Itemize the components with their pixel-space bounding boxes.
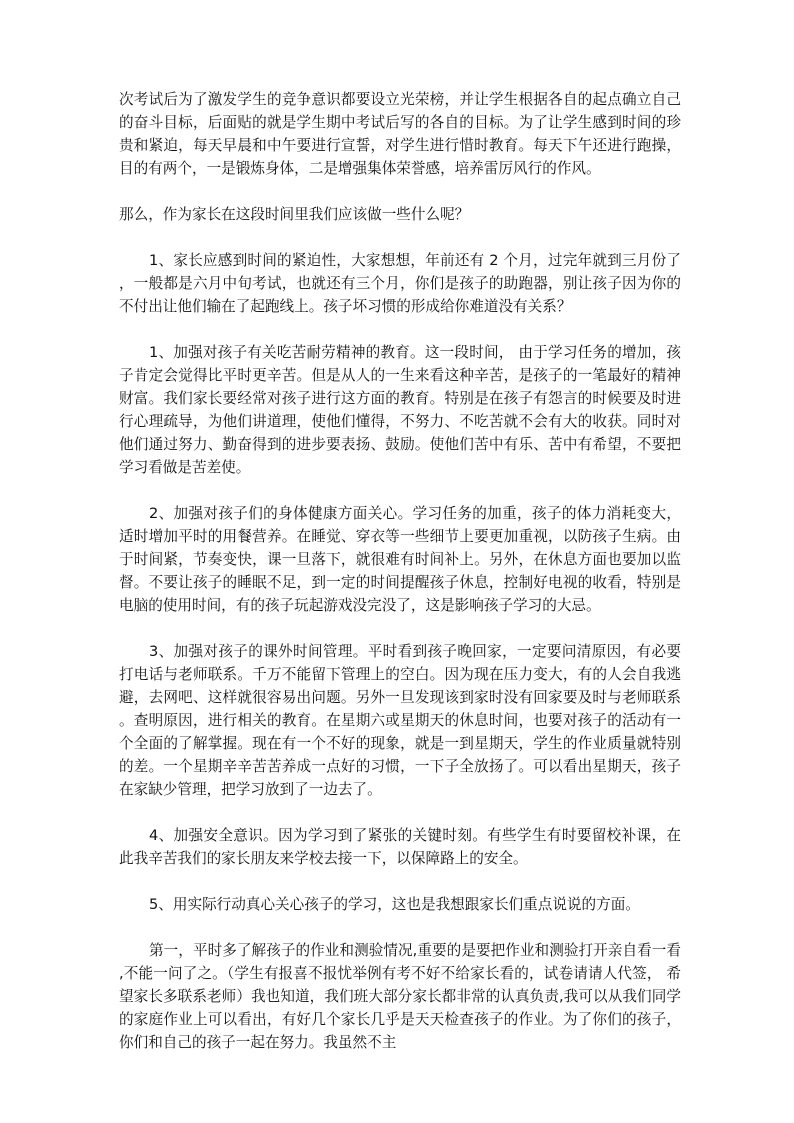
- paragraph-hardship-education: 1、加强对孩子有关吃苦耐劳精神的教育。这一段时间， 由于学习任务的增加，孩子肯定会觉得比平时更辛苦。但是从人的一生来看这种辛苦，是孩子的一笔最好的精神财富。我们家长要经常对孩子进行这方面的教育。特别是在孩子有怨言的时候要及时进行心理疏导，为他们讲道理，使他们懂得，不努力、不吃苦就不会有大的收获。同时对他们通过努力、勤奋得到的进步要表扬、鼓励。使他们苦中有乐、苦中有希望，不要把学习看做是苦差使。: [119, 344, 681, 476]
- document-page: [119, 88, 681, 1077]
- paragraph-intro: 次考试后为了激发学生的竞争意识都要设立光荣榜，并让学生根据各自的起点确立自己的奋斗目标，后面贴的就是学生期中考试后写的各自的目标。为了让学生感到时间的珍贵和紧迫，每天早晨和中午要进行宣誓，对学生进行惜时教育。每天下午还进行跑操，目的有两个，一是锻炼身体，二是增强集体荣誉感，培养雷厉风行的作风。: [119, 91, 681, 177]
- paragraph-safety: 4、加强安全意识。因为学习到了紧张的关键时刻。有些学生有时要留校补课，在此我辛苦我们的家长朋友来学校去接一下，以保障路上的安全。: [119, 827, 681, 867]
- paragraph-urgency: 1、家长应感到时间的紧迫性，大家想想，年前还有 2 个月，过完年就到三月份了，一般都是六月中旬考试，也就还有三个月，你们是孩子的助跑器，别让孩子因为你的不付出让他们输在了起跑线上。孩子坏习惯的形成给你难道没有关系？: [119, 252, 681, 315]
- paragraph-question: 那么，作为家长在这段时间里我们应该做一些什么呢？: [119, 206, 470, 223]
- paragraph-homework-check: 第一，平时多了解孩子的作业和测验情况,重要的是要把作业和测验打开亲自看一看,不能一问了之。（学生有报喜不报忧举例有考不好不给家长看的，试卷请请人代签， 希望家长多联系老师）我也知道，我们班大部分家长都非常的认真负责,我可以从我们同学的家庭作业上可以看出，有好几个家长几乎是天天检查孩子的作业。为了你们的孩子，你们和自己的孩子一起在努力。我虽然不主: [119, 942, 681, 1051]
- paragraph-time-management: 3、加强对孩子的课外时间管理。平时看到孩子晚回家，一定要问清原因，有必要打电话与老师联系。千万不能留下管理上的空白。因为现在压力变大，有的人会自我逃避，去网吧、这样就很容易出问题。另外一旦发现该到家时没有回家要及时与老师联系。查明原因，进行相关的教育。在星期六或星期天的休息时间，也要对孩子的活动有一个全面的了解掌握。现在有一个不好的现象，就是一到星期天，学生的作业质量就特别的差。一个星期辛辛苦苦养成一点好的习惯，一下子全放扬了。可以看出星期天，孩子在家缺少管理，把学习放到了一边去了。: [119, 643, 681, 798]
- paragraph-care-action: 5、用实际行动真心关心孩子的学习，这也是我想跟家长们重点说说的方面。: [149, 896, 640, 913]
- paragraph-health-care: 2、加强对孩子们的身体健康方面关心。学习任务的加重，孩子的体力消耗变大，适时增加平时的用餐营养。在睡觉、穿衣等一些细节上要更加重视，以防孩子生病。由于时间紧，节奏变快，课一旦落下，就很难有时间补上。另外，在休息方面也要加以监督。不要让孩子的睡眠不足，到一定的时间提醒孩子休息，控制好电视的收看，特别是电脑的使用时间，有的孩子玩起游戏没完没了，这是影响孩子学习的大忌。: [119, 505, 681, 614]
